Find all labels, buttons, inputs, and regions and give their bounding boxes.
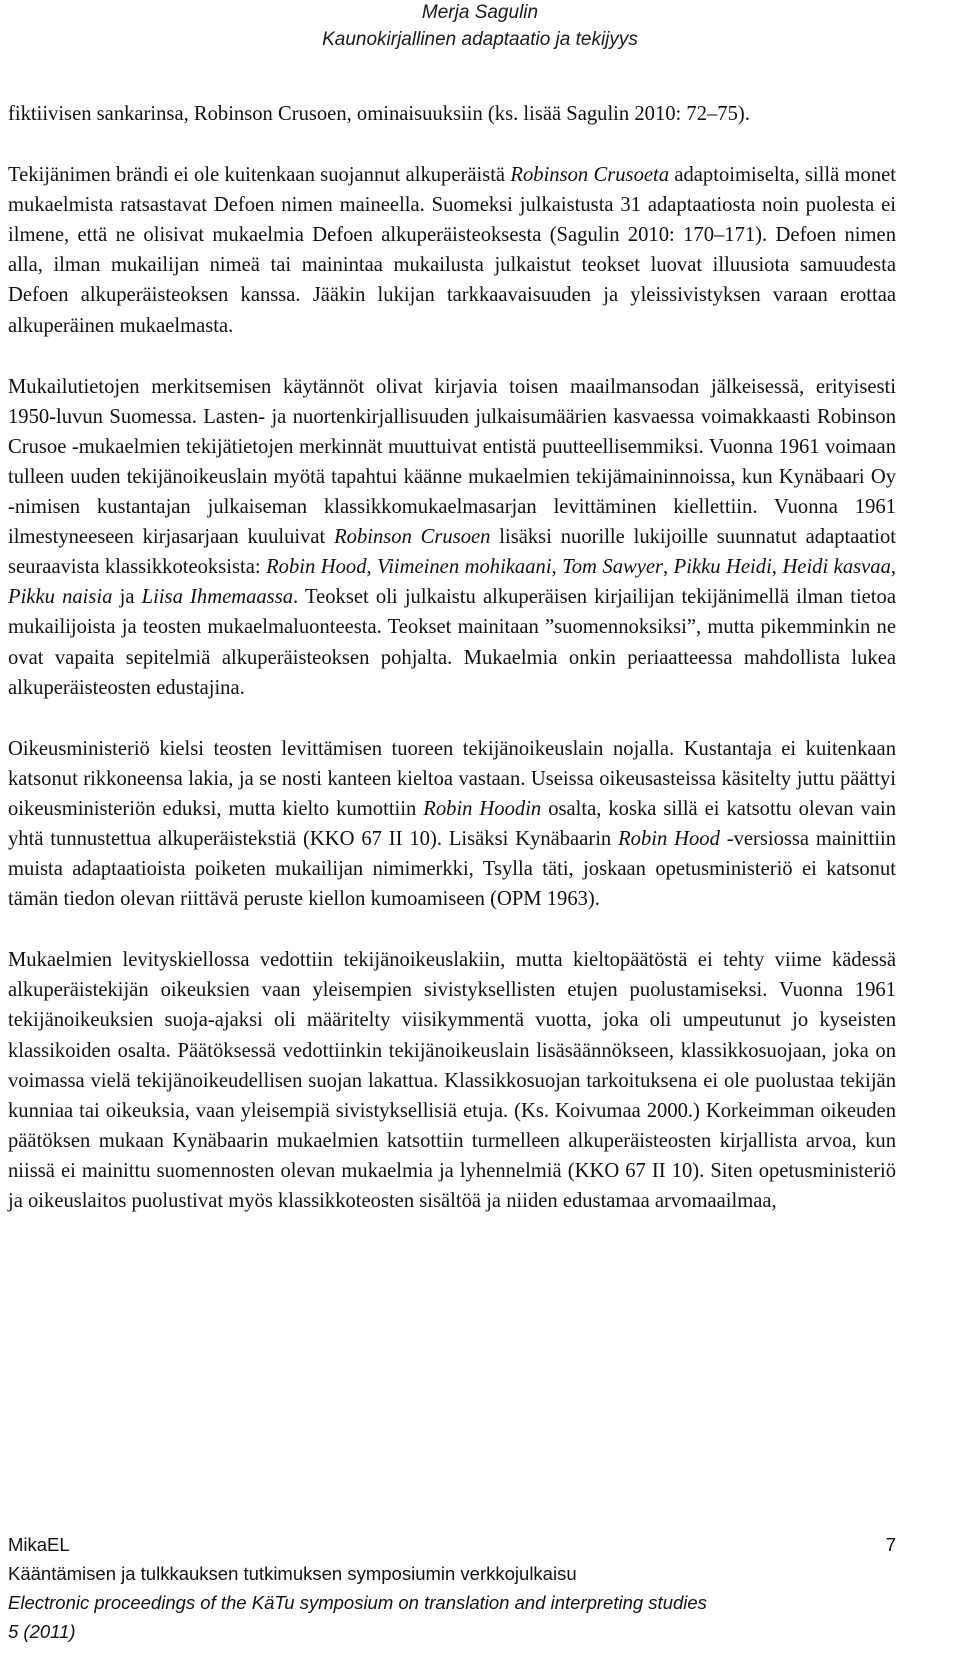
text-run: , [890,556,897,579]
footer-volume: 5 (2011) [8,1621,76,1642]
header-title: Kaunokirjallinen adaptaatio ja tekijyys [322,29,638,50]
italic-title: Tom Sawyer [562,556,664,579]
italic-title: Pikku Heidi [673,556,772,579]
italic-title: Robinson Crusoen [334,526,491,549]
italic-title: Robin Hoodin [423,797,542,820]
text-run: -versiossa mainittiin muista adaptaatioista poiketen mukailijan nimimerkki, Tsylla täti, joskaan opetusministeriö ei katsonut tämän tiedon olevan riittävä peruste kiellon kumoamiseen (OPM 1963). [8,827,897,911]
page-number: 7 [885,1534,896,1555]
text-run: Oikeusministeriö kielsi teosten levittämisen tuoreen tekijänoikeuslain nojalla. Kustantaja ei kuitenkaan katsonut rikkoneensa lakia, ja se nosti kanteen kieltoa vastaan. Useissa oikeusasteissa käsitelty juttu päättyi oikeusministeriön eduksi, mutta kielto kumottiin [8,737,896,820]
text-run: , [366,556,378,579]
header-author: Merja Sagulin [421,2,539,23]
italic-title: Robin Hood [618,827,720,850]
italic-title: Liisa Ihmemaassa [141,586,294,609]
text-run: lisäksi nuorille lukijoille suunnatut adaptaatiot seuraavista klassikkoteoksista: [8,526,896,579]
italic-title: Pikku naisia [8,586,113,609]
italic-title: Heidi kasvaa [782,556,891,579]
text-run: , [771,556,783,579]
italic-title: Robinson Crusoeta [510,164,670,187]
paragraph [8,99,896,129]
text-run: , [551,556,563,579]
footer-journal-name: MikaEL [8,1534,70,1555]
article-body [8,99,896,1216]
footer-publication-fi: Kääntämisen ja tulkkauksen tutkimuksen symposiumin verkkojulkaisu [8,1563,577,1584]
page-footer [8,1530,896,1646]
text-run: Mukailutietojen merkitsemisen käytännöt olivat kirjavia toisen maailmansodan jälkeisessä, erityisesti 1950-luvun Suomessa. Lasten- ja nuortenkirjallisuuden julkaisumäärien kasvaessa voimakkaasti Robinson Crusoe -mukaelmien tekijätietojen merkinnät muuttuivat entistä puutteellisemmiksi. Vuonna 1961 voimaan tulleen uuden tekijänoikeuslain myötä tapahtui käänne mukaelmien tekijämaininnoissa, kun Kynäbaari Oy -nimisen kustantajan julkaiseman klassikkomukaelmasarjan levittäminen kiellettiin. Vuonna 1961 ilmestyneeseen kirjasarjaan kuuluivat [8,375,896,549]
text-run: Tekijänimen brändi ei ole kuitenkaan suojannut alkuperäistä [8,164,511,187]
text-run: fiktiivisen sankarinsa, Robinson Crusoen, ominaisuuksiin (ks. lisää Sagulin 2010: 72–75). [8,103,750,125]
text-run: . Teokset oli julkaistu alkuperäisen kirjailijan tekijänimellä ilman tietoa mukailijoista ja teosten mukaelmaluonteesta. Teokset mainitaan ”suomennoksiksi”, mutta pikemminkin ne ovat vapaita sepitelmiä alkuperäisteoksen pohjalta. Mukaelmia onkin periaatteessa mahdollista lukea alkuperäisteosten edustajina. [8,586,896,699]
paragraph [8,945,896,1216]
italic-title: Robin Hood [266,556,367,579]
running-header [0,0,960,53]
text-run: adaptoimiselta, sillä monet mukaelmista ratsastavat Defoen nimen maineella. Suomeksi julkaistusta 31 adaptaatiosta noin puolesta ei ilmene, että ne olisivat mukaelmia Defoen alkuperäisteoksesta (Sagulin 2010: 170–171). Defoen nimen alla, ilman mukailijan nimeä tai mainintaa mukailusta julkaistut teokset luovat illuusiota samuudesta Defoen alkuperäisteoksen kanssa. Jääkin lukijan tarkkaavaisuuden ja yleissivistyksen varaan erottaa alkuperäinen mukaelmasta. [8,164,897,337]
text-run: Mukaelmien levityskiellossa vedottiin tekijänoikeuslakiin, mutta kieltopäätöstä ei tehty viime kädessä alkuperäistekijän oikeuksien vaan yleisempien sivistyksellisten etujen puolustamiseksi. Vuonna 1961 tekijänoikeuksien suoja-ajaksi oli määritelty viisikymmentä vuotta, joka oli umpeutunut jo kyseisten klassikoiden osalta. Päätöksessä vedottiinkin tekijänoikeuslain lisäsäännökseen, klassikkosuojaan, joka on voimassa vielä tekijänoikeudellisen suojan lakattua. Klassikkosuojan tarkoituksena ei ole puolustaa tekijän kunniaa tai oikeuksia, vaan yleisempiä sivistyksellisiä etuja. (Ks. Koivumaa 2000.) Korkeimman oikeuden päätöksen mukaan Kynäbaarin mukaelmien katsottiin turmelleen alkuperäisteosten kirjallista arvoa, kun niissä ei mainittu suomennosten olevan mukaelmia ja lyhennelmiä (KKO 67 II 10). Siten opetusministeriö ja oikeuslaitos puolustivat myös klassikkoteosten sisältöä ja niiden edustamaa arvomaailmaa, [8,949,896,1212]
italic-title: Viimeinen mohikaani [377,556,552,579]
paragraph [8,160,896,341]
paragraph [8,734,896,915]
paragraph [8,372,896,703]
text-run: , [663,556,674,579]
footer-publication-en: Electronic proceedings of the KäTu symposium on translation and interpreting studies [8,1592,707,1613]
text-run: ja [112,586,142,609]
text-run: osalta, koska sillä ei katsottu olevan vain yhtä tunnustettua alkuperäistekstiä (KKO 67 II 10). Lisäksi Kynäbaarin [8,797,897,850]
